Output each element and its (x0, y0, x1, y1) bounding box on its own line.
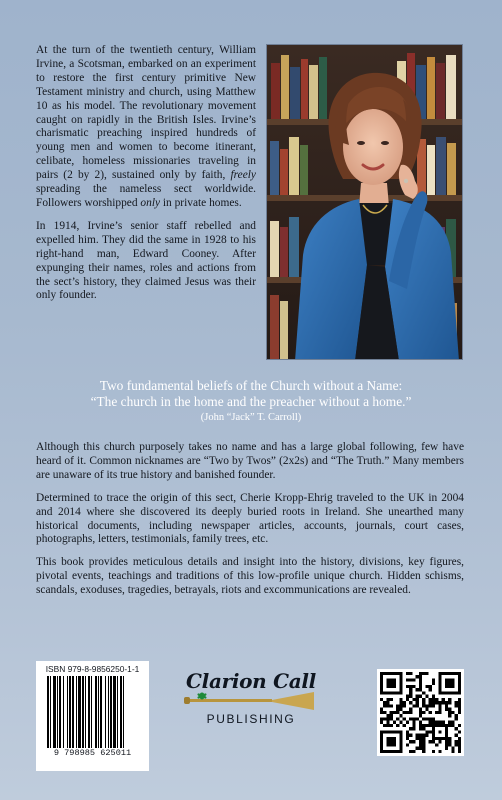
publisher-subtitle: PUBLISHING (206, 712, 296, 726)
isbn-label: ISBN 979-8-9856250-1-1 (45, 664, 140, 674)
author-photo-illustration (267, 45, 463, 360)
shamrock-icon (197, 693, 206, 700)
publisher-logo (176, 670, 326, 740)
description-text (36, 441, 464, 598)
description-paragraph-3: This book provides meticulous details and insight into the history, divisions, key figures, pivotal events, teachings and traditions of this low-profile unique church. Hidden schisms, scandals, exoduses, tragedies, betrayals, riots and excommunications are revealed. (36, 556, 464, 597)
quote-line-2: “The church in the home and the preacher without a home.” (90, 394, 412, 409)
author-photo (266, 44, 463, 360)
trumpet-icon (182, 690, 320, 712)
intro-paragraph-2: In 1914, Irvine’s senior staff rebelled and expelled him. They did the same in 1928 to his right-hand man, Edward Cooney. After expunging their names, roles and actions from the sect’s history, they claimed Jesus was their only founder. (36, 219, 256, 302)
intro-text (36, 44, 256, 303)
qr-code-icon (380, 672, 461, 753)
description-paragraph-2: Determined to trace the origin of this sect, Cherie Kropp-Ehrig traveled to the UK in 2004 and 2014 where she discovered its deeply buried roots in Ireland. She unearthed many historical documents, including newspaper articles, accounts, journals, court cases, photographs, letters, testimonials, family trees, etc. (36, 491, 464, 546)
quote-attribution: (John “Jack” T. Carroll) (200, 412, 302, 423)
isbn-barcode (36, 661, 149, 771)
qr-code (377, 669, 464, 756)
description-paragraph-1: Although this church purposely takes no name and has a large global following, few have heard of it. Common nicknames are “Two by Twos” (2x2s) and “The Truth.” Many members are unaware of its true history and banished founder. (36, 441, 464, 481)
barcode-digits: 9 798985 625011 (53, 748, 132, 758)
quote-line-1: Two fundamental beliefs of the Church without a Name: (99, 378, 403, 393)
barcode-graphic (45, 676, 141, 748)
quote-block (0, 378, 502, 425)
publisher-name: Clarion Call (186, 669, 316, 693)
intro-paragraph-1: At the turn of the twentieth century, William Irvine, a Scotsman, embarked on an experiment to restore the first century primitive New Testament ministry and church, using Matthew 10 as his model. The revolutionary movement caught on rapidly in the British Isles. Irvine’s charismatic preaching inspired hundreds of young men and women to become itinerant, celibate, homeless missionaries traveling in pairs (2 by 2), sustained only by faith, freely spreading the nameless sect worldwide. Followers worshipped only in private homes. (36, 44, 256, 209)
